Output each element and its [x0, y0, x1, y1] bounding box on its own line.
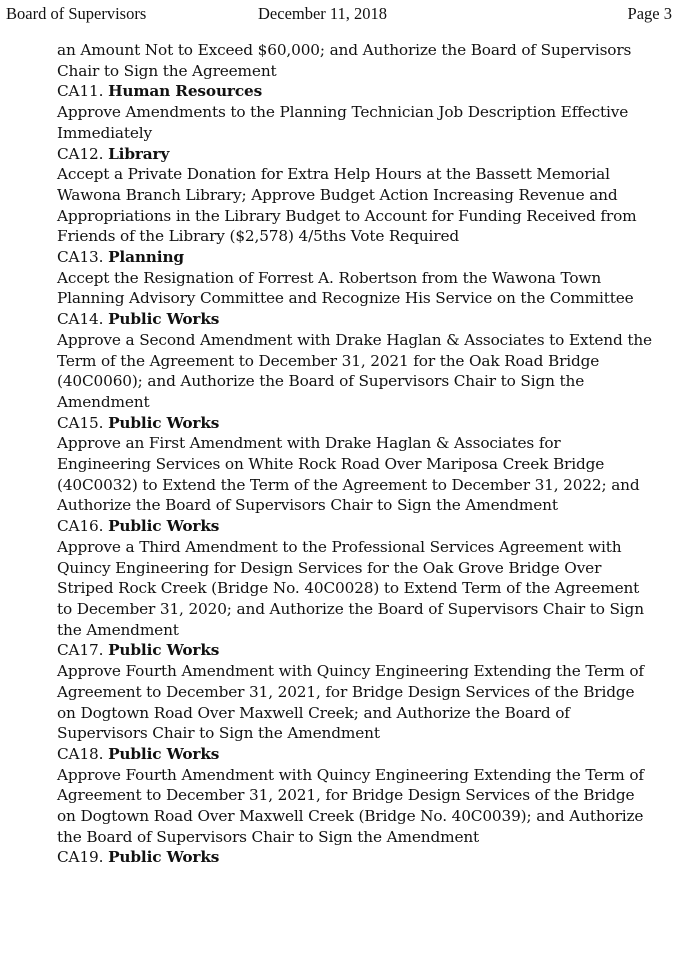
- agenda-item-ca12: [57, 144, 657, 248]
- item-number: CA16.: [57, 517, 104, 536]
- continuation-text: an Amount Not to Exceed $60,000; and Authorize the Board of Supervisors Chair to Sign the Agreement: [57, 41, 632, 80]
- item-description: Accept a Private Donation for Extra Help Hours at the Bassett Memorial Wawona Branch Library; Approve Budget Action Increasing Revenue and Appropriations in the Library Budget to Account for Funding Received from Friends of the Library ($2,578) 4/5ths Vote Required: [57, 165, 637, 246]
- item-department: Human Resources: [108, 82, 263, 101]
- header-board-name: Board of Supervisors: [6, 4, 147, 23]
- item-department: Planning: [108, 248, 184, 267]
- item-number: CA11.: [57, 82, 104, 101]
- item-description: Approve a Third Amendment to the Professional Services Agreement with Quincy Engineering for Design Services for the Oak Grove Bridge Over Striped Rock Creek (Bridge No. 40C0028) to Extend Term of the Agreement to December 31, 2020; and Authorize the Board of Supervisors Chair to Sign the Amendment: [57, 537, 644, 639]
- page-header: [6, 4, 672, 26]
- header-page-number: Page 3: [627, 4, 672, 23]
- item-description: Accept the Resignation of Forrest A. Robertson from the Wawona Town Planning Advisory Committee and Recognize His Service on the Committee: [57, 268, 634, 308]
- item-heading: [57, 847, 657, 868]
- agenda-content: [57, 40, 657, 868]
- item-department: Public Works: [108, 517, 220, 536]
- item-heading: [57, 247, 657, 268]
- item-number: CA19.: [57, 848, 104, 867]
- item-number: CA18.: [57, 744, 104, 763]
- item-description: Approve Fourth Amendment with Quincy Engineering Extending the Term of Agreement to December 31, 2021, for Bridge Design Services of the Bridge on Dogtown Road Over Maxwell Creek; and Authorize the Board of Supervisors Chair to Sign the Amendment: [57, 662, 644, 743]
- agenda-item-ca17: [57, 640, 657, 744]
- item-department: Public Works: [108, 848, 220, 867]
- item-department: Public Works: [108, 641, 220, 660]
- agenda-item-ca16: [57, 516, 657, 640]
- item-number: CA17.: [57, 641, 104, 660]
- item-description: Approve a Second Amendment with Drake Haglan & Associates to Extend the Term of the Agreement to December 31, 2021 for the Oak Road Bridge (40C0060); and Authorize the Board of Supervisors Chair to Sign the Amendment: [57, 330, 652, 411]
- item-number: CA13.: [57, 248, 104, 267]
- item-department: Public Works: [108, 310, 220, 329]
- item-description: Approve an First Amendment with Drake Haglan & Associates for Engineering Services on White Rock Road Over Mariposa Creek Bridge (40C0032) to Extend the Term of the Agreement to December 31, 2022; and Authorize the Board of Supervisors Chair to Sign the Amendment: [57, 434, 640, 515]
- item-number: CA15.: [57, 413, 104, 432]
- item-number: CA14.: [57, 310, 104, 329]
- item-heading: [57, 413, 657, 434]
- agenda-item-ca13: [57, 247, 657, 309]
- item-department: Public Works: [108, 413, 220, 432]
- item-heading: [57, 309, 657, 330]
- agenda-item-ca15: [57, 413, 657, 517]
- item-heading: [57, 144, 657, 165]
- item-heading: [57, 516, 657, 537]
- item-description: Approve Fourth Amendment with Quincy Engineering Extending the Term of Agreement to December 31, 2021, for Bridge Design Services of the Bridge on Dogtown Road Over Maxwell Creek (Bridge No. 40C0039); and Authorize the Board of Supervisors Chair to Sign the Amendment: [57, 765, 644, 846]
- agenda-item-ca18: [57, 744, 657, 848]
- item-number: CA12.: [57, 144, 104, 163]
- item-heading: [57, 81, 657, 102]
- header-date: December 11, 2018: [258, 4, 388, 23]
- agenda-item-ca14: [57, 309, 657, 413]
- agenda-item-ca11: [57, 81, 657, 143]
- item-heading: [57, 640, 657, 661]
- item-department: Library: [108, 144, 170, 163]
- item-department: Public Works: [108, 744, 220, 763]
- agenda-item-ca19: [57, 847, 657, 868]
- item-description: Approve Amendments to the Planning Technician Job Description Effective Immediately: [57, 103, 629, 142]
- item-heading: [57, 744, 657, 765]
